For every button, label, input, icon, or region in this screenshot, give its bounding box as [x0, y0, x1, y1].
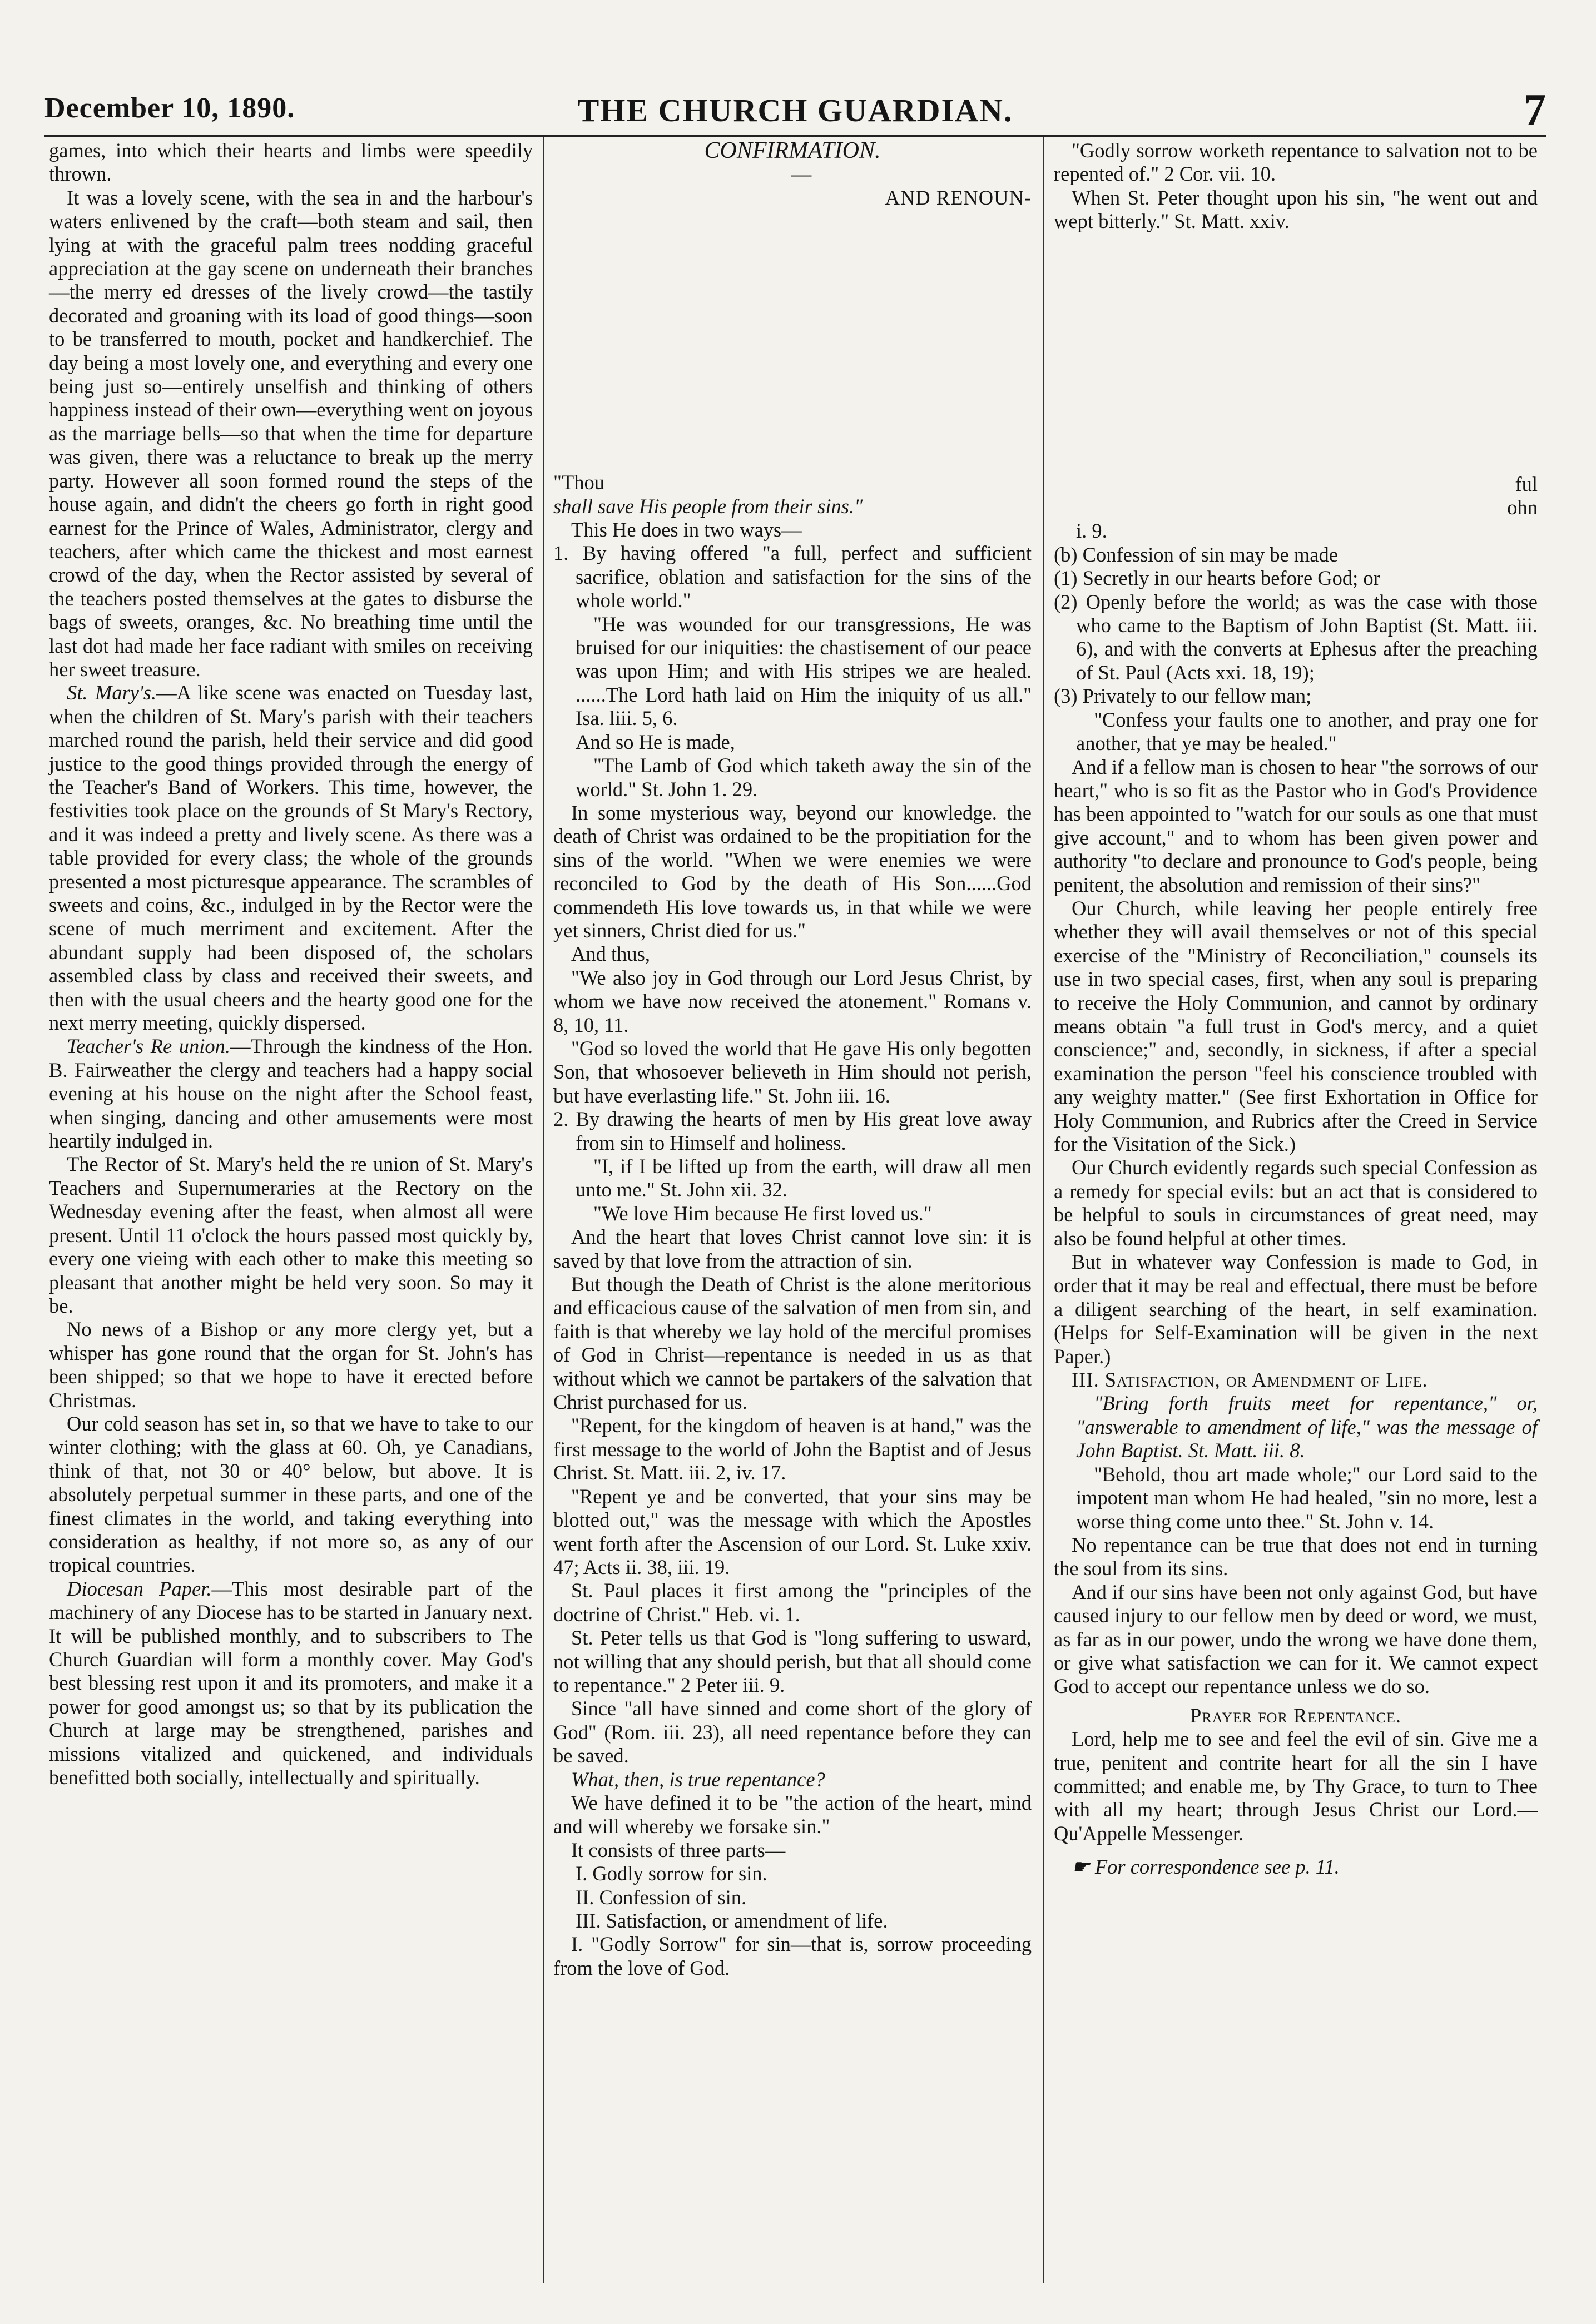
col3-confession-2: (2) Openly before the world; as was the case with those who came to the Baptism of John Baptist (St. Matt. iii. 6), and with the converts at Ephesus after the preaching of St. Paul (Acts xxi. 18, 19);	[1054, 590, 1538, 684]
col2-paragraph-13: And the heart that loves Christ cannot love sin: it is saved by that love from the attraction of sin.	[553, 1225, 1032, 1272]
torn-area-col3	[1054, 234, 1538, 473]
heading-dash: —	[791, 162, 812, 186]
col2-quote-john12: "I, if I be lifted up from the earth, will draw all men unto me." St. John xii. 32.	[576, 1155, 1032, 1201]
col2-paragraph-19: Since "all have sinned and come short of the glory of God" (Rom. iii. 23), all need repentance before they can be saved.	[553, 1697, 1032, 1767]
col2-quote-isaiah: "He was wounded for our transgressions, He was bruised for our iniquities: the chastisement of our peace was upon Him; and with His stripes we are healed. ......The Lord hath laid on Him the iniquity of us all." Isa. liii. 5, 6.	[576, 612, 1032, 730]
col3-fragment-3: i. 9.	[1076, 519, 1107, 543]
col2-paragraph-15: "Repent, for the kingdom of heaven is at hand," was the first message to the world of John the Baptist and of Jesus Christ. St. Matt. iii. 2, iv. 17.	[553, 1414, 1032, 1484]
col1-paragraph-8: Diocesan Paper.—This most desirable part of the machinery of any Diocese has to be started in January next. It will be published monthly, and to subscribers to The Church Guardian will form a monthly cover. May God's best blessing rest upon it and its promoters, and make it a power for good amongst us; so that by its publication the Church at large may be strengthened, parishes and missions vitalized and quickened, and individuals benefitted both socially, intellectually and spiritually.	[49, 1577, 533, 1789]
column-divider-1	[543, 137, 544, 2283]
col2-quote-lamb: "The Lamb of God which taketh away the sin of the world." St. John 1. 29.	[576, 754, 1032, 801]
col2-definition: We have defined it to be "the action of the heart, mind and will whereby we forsake sin."	[553, 1791, 1032, 1838]
col1-paragraph-1: games, into which their hearts and limbs were speedily thrown.	[49, 139, 533, 186]
col2-quote-romans: "We also joy in God through our Lord Jesus Christ, by whom we have now received the atonement." Romans v. 8, 10, 11.	[553, 966, 1032, 1036]
col2-paragraph-14: But though the Death of Christ is the alone meritorious and efficacious cause of the salvation of men from sin, and faith is that whereby we lay hold of the merciful promises of God in Christ—repentance is needed in us as that without which we cannot be partakers of the salvation that Christ purchased for us.	[553, 1273, 1032, 1414]
col3-paragraph-8: And if a fellow man is chosen to hear "the sorrows of our heart," who is so fit as the Pastor who in God's Providence has been appointed to "watch for our souls as one that must give account," and to whom has been given power and authority "to declare and pronounce to God's people, being penitent, the absolution and remission of their sins?"	[1054, 755, 1538, 896]
col3-paragraph-11: But in whatever way Confession is made to God, in order that it may be real and effectual, there must be before a diligent searching of the heart, in self examination. (Helps for Self-Examination will be given in the next Paper.)	[1054, 1250, 1538, 1368]
col1-paragraph-7: Our cold season has set in, so that we have to take to our winter clothing; with the glass at 60. Oh, ye Canadians, think of that, not 30 or 40° below, but above. It is absolutely perpetual summer in these parts, and one of the finest climates in the world, and taking everything into consideration as healthy, if not more so, as any of our tropical countries.	[49, 1412, 533, 1577]
col2-three-parts: It consists of three parts—	[571, 1838, 786, 1861]
col3-paragraph-10: Our Church evidently regards such special Confession as a remedy for special evils: but an act that is considered to be helpful to souls in circumstances of great need, may also be found helpful at other times.	[1054, 1156, 1538, 1250]
col3-paragraph-9: Our Church, while leaving her people entirely free whether they will avail themselves or not of this special exercise of the "Ministry of Reconciliation," counsels its use in two special cases, first, when any soul is preparing to receive the Holy Communion, and cannot by ordinary means obtain "a full trust in God's mercy, and a quiet conscience;" and, secondly, in sickness, if after a special examination the person "feel his conscience troubled with any weighty matter." (See first Exhortation in Office for Holy Communion, and Rubrics after the Creed in Service for the Visitation of the Sick.)	[1054, 896, 1538, 1155]
article-subheading: AND RENOUN-	[885, 186, 1032, 209]
col3-quote-cor: "Godly sorrow worketh repentance to salvation not to be repented of." 2 Cor. vii. 10.	[1054, 139, 1538, 186]
col3-confession-1: (1) Secretly in our hearts before God; or	[1054, 567, 1380, 590]
col1-paragraph-3: St. Mary's.—A like scene was enacted on Tuesday last, when the children of St. Mary's parish with their teachers marched round the parish, held their service and did good justice to the good things provided through the energy of the Teacher's Band of Workers. This time, however, the festivities took place on the grounds of St Mary's Rectory, and it was indeed a pretty and lively scene. As there was a table provided for every class; the whole of the grounds presented a most picturesque appearance. The scrambles of sweets and coins, &c., indulged in by the Rector were the scene of much merriment and excitement. After the abundant supply had been disposed of, the scholars assembled class by class and received their sweets, and then with the usual cheers and the hearty good one for the next merry meeting, quickly dispersed.	[49, 681, 533, 1035]
masthead	[44, 86, 1546, 135]
col2-quote-john3: "God so loved the world that He gave His only begotten Son, that whosoever believeth in Him should not perish, but have everlasting life." St. John iii. 16.	[553, 1036, 1032, 1107]
page-number: 7	[1524, 86, 1546, 135]
newspaper-title: THE CHURCH GUARDIAN.	[577, 92, 1013, 128]
column-1	[49, 139, 533, 1789]
col2-part-2: II. Confession of sin.	[576, 1885, 747, 1909]
col3-quote-behold: "Behold, thou art made whole;" our Lord said to the impotent man whom He had healed, "sin no more, lest a worse thing come unto thee." St. John v. 14.	[1076, 1462, 1538, 1533]
prayer-text: Lord, help me to see and feel the evil of sin. Give me a true, penitent and contrite heart for all the sin I have committed; and enable me, by Thy Grace, to turn to Thee with all my heart; through Jesus Christ our Lord.—Qu'Appelle Messenger.	[1054, 1727, 1538, 1845]
col2-paragraph-17: St. Paul places it first among the "principles of the doctrine of Christ." Heb. vi. 1.	[553, 1579, 1032, 1626]
col1-paragraph-2: It was a lovely scene, with the sea in and the harbour's waters enlivened by the craft—both steam and sail, then lying at with the graceful palm trees nodding graceful appreciation at the gay scene on underneath their branches—the merry ed dresses of the lively crowd—the tastily decorated and groaning with its load of good things—soon to be transferred to mouth, pocket and handkerchief. The day being a most lovely one, and everything and every one being just so—entirely unselfish and thinking of others happiness instead of their own—everything went on joyous as the marriage bells—so that when the time for departure was given, there was a reluctance to break up the merry party. However all soon formed round the steps of the house again, and didn't the cheers go forth in right good earnest for the Prince of Wales, Administrator, clergy and teachers, after which came the thickest and most earnest crowd of the day, when the Rector assisted by several of the teachers posted themselves at the gates to disburse the bags of sweets, oranges, &c. No breathing time until the last dot had made her face radiant with smiles on receiving her sweet treasure.	[49, 186, 533, 681]
col2-part-1: I. Godly sorrow for sin.	[576, 1862, 767, 1885]
section-head-diocesan-paper: Diocesan Paper.	[67, 1577, 212, 1600]
prayer-heading: Prayer for Repentance.	[1190, 1704, 1401, 1727]
col2-part-3: III. Satisfaction, or amendment of life.	[576, 1909, 888, 1932]
col2-point-1: 1. By having offered "a full, perfect and sufficient sacrifice, oblation and satisfaction for the sins of the whole world."	[553, 542, 1032, 612]
torn-area	[553, 210, 1032, 471]
col2-godly-sorrow: I. "Godly Sorrow" for sin—that is, sorrow proceeding from the love of God.	[553, 1933, 1032, 1979]
fragment-line-2: shall save His people from their sins."	[553, 494, 863, 518]
column-3	[1054, 139, 1538, 1879]
col3-quote-james: "Confess your faults one to another, and pray one for another, that ye may be healed."	[1076, 708, 1538, 755]
col2-paragraph-16: "Repent ye and be converted, that your sins may be blotted out," was the message with which the Apostles went forth after the Ascension of our Lord. St. Luke xxiv. 47; Acts ii. 38, iii. 19.	[553, 1484, 1032, 1578]
col3-section-iii: III. Satisfaction, or Amendment of Life.	[1072, 1368, 1428, 1392]
column-2	[553, 139, 1032, 1980]
fragment-line-1: "Thou	[553, 471, 604, 494]
col1-paragraph-5: The Rector of St. Mary's held the re union of St. Mary's Teachers and Supernumeraries at the Rectory on the Wednesday evening after the feast, when almost all were present. Until 11 o'clock the hours passed most quickly by, every one vieing with each other to make this meeting so pleasant that another might be held very soon. So may it be.	[49, 1153, 533, 1317]
col3-peter: When St. Peter thought upon his sin, "he went out and wept bitterly." St. Matt. xxiv.	[1054, 186, 1538, 233]
col3-quote-fruits: "Bring forth fruits meet for repentance," or, "answerable to amendment of life," was the message of John Baptist. St. Matt. iii. 8.	[1076, 1392, 1538, 1462]
col2-line-1: This He does in two ways—	[571, 518, 802, 542]
col2-quote-love: "We love Him because He first loved us."	[593, 1201, 932, 1225]
col3-confession-b: (b) Confession of sin may be made	[1054, 543, 1338, 566]
col3-fragment-1: ful	[1515, 472, 1538, 495]
section-head-teachers-reunion: Teacher's Re union.	[67, 1035, 231, 1058]
issue-date: December 10, 1890.	[44, 92, 295, 124]
col1-paragraph-6: No news of a Bishop or any more clergy yet, but a whisper has gone round that the organ for St. John's has been shipped; so that we hope to have it erected before Christmas.	[49, 1318, 533, 1412]
col2-point-2: 2. By drawing the hearts of men by His great love away from sin to Himself and holiness.	[553, 1108, 1032, 1154]
correspondence-note: ☛ For correspondence see p. 11.	[1072, 1855, 1340, 1879]
article-heading: CONFIRMATION.	[704, 138, 881, 163]
col3-fragment-2: ohn	[1507, 496, 1538, 519]
col2-line-7: And thus,	[571, 942, 650, 966]
col3-paragraph-15: No repentance can be true that does not end in turning the soul from its sins.	[1054, 1533, 1538, 1580]
col3-confession-3: (3) Privately to our fellow man;	[1054, 684, 1312, 708]
section-head-st-marys: St. Mary's.	[67, 681, 157, 704]
header-rule	[44, 135, 1546, 137]
column-divider-2	[1043, 137, 1044, 2283]
col2-paragraph-6: In some mysterious way, beyond our knowledge. the death of Christ was ordained to be the propitiation for the sins of the world. "When we were enemies we were reconciled to God by the death of His Son......God commendeth His love towards us, in that while we were yet sinners, Christ died for us."	[553, 801, 1032, 942]
col1-paragraph-4: Teacher's Re union.—Through the kindness of the Hon. B. Fairweather the clergy and teachers had a happy social evening at his house on the night after the School feast, when singing, dancing and other amusements were most heartily indulged in.	[49, 1035, 533, 1153]
col3-paragraph-16: And if our sins have been not only against God, but have caused injury to our fellow men by deed or word, we must, as far as in our power, undo the wrong we have done them, or give what satisfaction we can for it. We cannot expect God to accept our repentance unless we do so.	[1054, 1580, 1538, 1698]
col2-line-4: And so He is made,	[576, 730, 735, 753]
col2-question: What, then, is true repentance?	[571, 1767, 825, 1791]
col2-paragraph-18: St. Peter tells us that God is "long suffering to usward, not willing that any should perish, but that all should come to repentance." 2 Peter iii. 9.	[553, 1626, 1032, 1696]
